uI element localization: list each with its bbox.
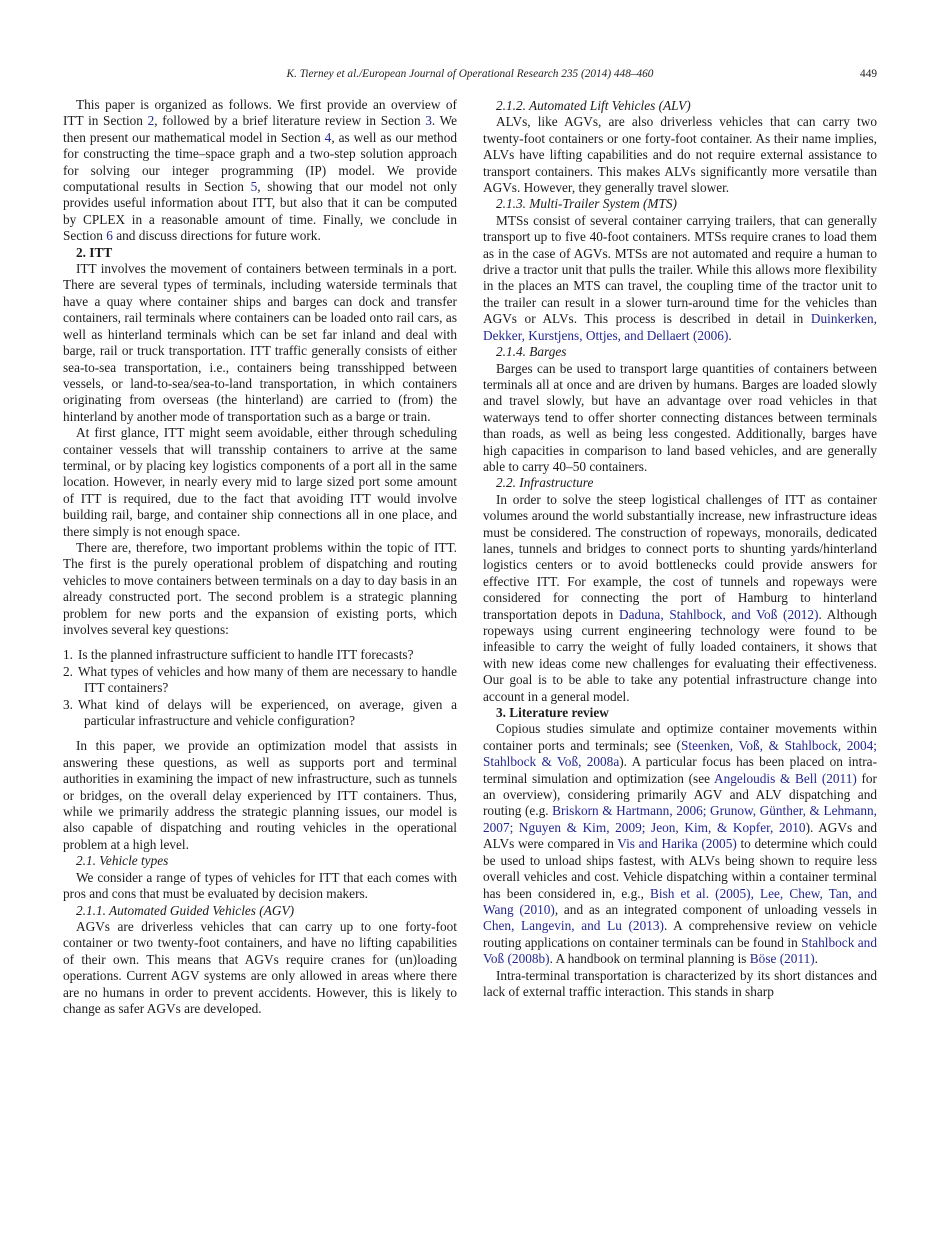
section-heading-2-1-3-mts: 2.1.3. Multi-Trailer System (MTS) <box>496 196 677 212</box>
section-2-link[interactable]: 2 <box>147 113 155 129</box>
section-heading-2-itt: 2. ITT <box>76 244 113 260</box>
text-run: . <box>728 327 732 343</box>
reference-link-bish-lee[interactable]: Bish et al. (2005), Lee, Chew, Tan, and Wang (2010) <box>483 885 877 917</box>
section-5-link[interactable]: 5 <box>250 179 258 195</box>
list-item <box>63 647 457 663</box>
reference-link-duinkerken-2006[interactable]: Duinkerken, Dekker, Kurstjens, Ottjes, and Dellaert (2006) <box>483 311 877 343</box>
section-3-link[interactable]: 3 <box>425 113 432 129</box>
text-run: , and as an integrated component of unloading vessels in <box>554 901 877 917</box>
text-run: ). A particular focus has been placed on intra-terminal simulation and optimization (see <box>483 754 877 786</box>
text-run: . A comprehensive review on vehicle routing applications on container terminals can be found in <box>483 918 877 950</box>
key-questions-list <box>63 647 457 729</box>
reference-link-vis-harika-2005[interactable]: Vis and Harika (2005) <box>617 836 737 852</box>
section-6-link[interactable]: 6 <box>106 228 113 244</box>
column-left <box>63 97 457 1017</box>
paragraph-intra-terminal: Intra-terminal transportation is characterized by its short distances and lack of external traffic interaction. This stands in sharp <box>483 967 877 999</box>
section-heading-2-1-2-alv: 2.1.2. Automated Lift Vehicles (ALV) <box>496 98 691 113</box>
text-run: . Although ropeways using current engineering technology were found to be infeasible to carry the weight of fully loaded containers, it shows that with new ideas come new challenges for evaluating their effectiveness. Our goal is to be able to take any potential infrastructure change into account in a general model. <box>483 606 877 704</box>
page-number: 449 <box>860 68 877 80</box>
paragraph-optimization-model: In this paper, we provide an optimization model that assists in answering these questions, as well as supports port and terminal authorities in examining the impact of new infrastructure, such as tunnels or bridges, on the overall delay experienced by ITT containers. Thus, while we primarily address the strategic planning issues, our model is also capable of dispatching and routing vehicles in the operational problem at a high level. <box>63 738 457 852</box>
reference-link-stahlbock-voss-2008b[interactable]: Stahlbock and Voß (2008b) <box>483 934 877 967</box>
section-heading-2-1-1-agv: 2.1.1. Automated Guided Vehicles (AGV) <box>76 902 294 918</box>
text-run: In order to solve the steep logistical challenges of ITT as container volumes around the world substantially increase, new infrastructure ideas must be considered. The construction of ropeways, monorails, dedicated lanes, tunnels and bridges to connect ports to shunting yards/hinterland logistics centers or to avoid bottlenecks could provide answers for effective ITT. For example, the cost of tunnels and ropeways were considered for connecting the port of Hamburg to hinterland transportation depots in <box>483 491 877 622</box>
paragraph-mts <box>483 213 877 344</box>
paragraph-two-problems: There are, therefore, two important problems within the topic of ITT. The first is the purely operational problem of dispatching and routing vehicles to move containers between terminals on a day to day basis in an already constructed port. The second problem is a strategic planning problem for new ports and the expansion of existing ports, which involves several key questions: <box>63 539 457 637</box>
intro-paragraph <box>63 97 457 245</box>
reference-link-boese-2011[interactable]: Böse (2011) <box>749 951 815 967</box>
reference-link-steenken-stahlbock[interactable]: Steenken, Voß, & Stahlbock, 2004; Stahlbock & Voß, 2008a <box>483 737 877 770</box>
list-number: 1. <box>63 647 73 663</box>
section-heading-2-1-4-barges: 2.1.4. Barges <box>496 344 567 360</box>
list-text: What types of vehicles and how many of them are necessary to handle ITT containers? <box>77 663 457 696</box>
section-heading-2-2-infrastructure: 2.2. Infrastructure <box>496 475 594 491</box>
list-number: 3. <box>63 696 73 712</box>
list-text: Is the planned infrastructure sufficient to handle ITT forecasts? <box>77 647 414 663</box>
paragraph-itt-avoidable: At first glance, ITT might seem avoidable, either through scheduling container vessels that will transship containers to arrive at the same terminal, or by placing key logistics components of a port all in the same location. However, in nearly every mid to large sized port some amount of ITT is required, due to the fact that avoiding ITT would involve building rail, barge, and container ship connections all in one place, and there simply is not enough space. <box>63 425 457 539</box>
text-run: for an overview), considering primarily AGV and ALV dispatching and routing (e.g. <box>483 770 877 819</box>
text-run: , as well as our method for constructing the time–space graph and a two-step solution approach for solving our integer programming (IP) model. We provide computational results in Section <box>63 129 457 195</box>
reference-link-chen-langevin-lu-2013[interactable]: Chen, Langevin, and Lu (2013) <box>483 918 664 934</box>
reference-link-angeloudis-bell-2011[interactable]: Angeloudis & Bell (2011) <box>713 770 857 786</box>
section-heading-3-literature-review: 3. Literature review <box>496 705 609 721</box>
list-item <box>63 664 457 697</box>
running-head: K. Tierney et al./European Journal of Operational Research 235 (2014) 448–460 <box>286 68 654 80</box>
text-run: . A handbook on terminal planning is <box>549 951 750 967</box>
text-run: , showing that our model not only provides useful information about ITT, but also that it can be computed by CPLEX in a reasonable amount of time. Finally, we conclude in Section <box>63 179 457 244</box>
paragraph-vehicle-range: We consider a range of types of vehicles for ITT that each comes with pros and cons that must be evaluated by decision makers. <box>63 869 457 902</box>
column-right <box>483 97 877 1017</box>
section-heading-2-1-vehicle-types: 2.1. Vehicle types <box>76 853 169 869</box>
paragraph-infrastructure <box>483 492 877 705</box>
section-4-link[interactable]: 4 <box>324 129 332 145</box>
text-run: . <box>814 951 818 967</box>
paragraph-barges: Barges can be used to transport large quantities of containers between terminals all at once and are driven by humans. Barges are loaded slowly and travel slowly, but have an advantage over road vehicles in that waterways tend to offer shorter connecting distances between terminals than roads, as well as being less congested. Additionally, barges have high capacities in comparison to land based vehicles, and are generally able to carry 40–50 containers. <box>483 360 877 474</box>
list-text: What kind of delays will be experienced, on average, given a particular infrastructure and vehicle configuration? <box>77 696 457 729</box>
text-run: Copious studies simulate and optimize container movements within container ports and terminals; see ( <box>483 721 877 753</box>
text-run: This paper is organized as follows. We first provide an overview of ITT in Section <box>63 97 457 129</box>
text-run: , followed by a brief literature review in Section <box>154 113 426 129</box>
text-run: to determine which could be used to unload ships fastest, with ALVs being shown to require less overall vehicles and cost. Vehicle dispatching within a container terminal has been considered in, e.g., <box>483 836 877 901</box>
paragraph-itt-overview: ITT involves the movement of containers between terminals in a port. There are several types of terminals, including waterside terminals that have a quay where container ships and barges can dock and transfer containers, rail terminals where containers can be loaded onto rail cars, as well as hinterland terminals which can be set far inland and deal with barge, rail or truck transportation. ITT traffic generally consists of either sea-to-sea transportation, i.e., containers being transshipped between vessels, or land-to-sea/sea-to-land transportation, in which containers originating from overseas (the hinterland) are carried to (from) the hinterland by another mode of transportation such as a barge or train. <box>63 261 457 424</box>
paragraph-alv: ALVs, like AGVs, are also driverless vehicles that can carry two twenty-foot containers or one forty-foot container. As their name implies, ALVs have lifting capabilities and do not require external assistance to transport containers. This makes ALVs significantly more versatile than AGVs. However, they generally travel slower. <box>483 114 877 196</box>
two-column-body <box>63 97 877 1017</box>
reference-link-daduna-2012[interactable]: Daduna, Stahlbock, and Voß (2012) <box>618 606 819 622</box>
reference-link-briskorn-et-al[interactable]: Briskorn & Hartmann, 2006; Grunow, Günther, & Lehmann, 2007; Nguyen & Kim, 2009; Jeon, Kim, & Kopfer, 2010 <box>483 803 877 835</box>
paragraph-literature <box>483 721 877 967</box>
text-run: ). AGVs and ALVs were compared in <box>483 819 877 852</box>
text-run: MTSs consist of several container carrying trailers, that can generally transport up to five 40-foot containers. MTSs require cranes to load them as in the case of AGVs. MTSs are not automated and require a human to drive a tractor unit that pulls the trailer. While this allows more flexibility in the places an MTS can travel, the coupling time of the tractor unit to the trailer can result in a slower turn-around time for the vehicles than AGVs or ALVs. This process is described in detail in <box>483 212 877 327</box>
list-number: 2. <box>63 663 73 679</box>
paragraph-agv: AGVs are driverless vehicles that can carry up to one forty-foot container or two twenty-foot containers, and have no lifting capabilities of their own. This means that AGVs require cranes for (un)loading operations. Current AGV systems are only allowed in areas where there are no humans in order to prevent accidents. However, this is likely to change as safer AGVs are developed. <box>63 918 457 1016</box>
list-item <box>63 697 457 730</box>
text-run: and discuss directions for future work. <box>112 228 321 244</box>
text-run: . We then present our mathematical model in Section <box>63 113 457 145</box>
